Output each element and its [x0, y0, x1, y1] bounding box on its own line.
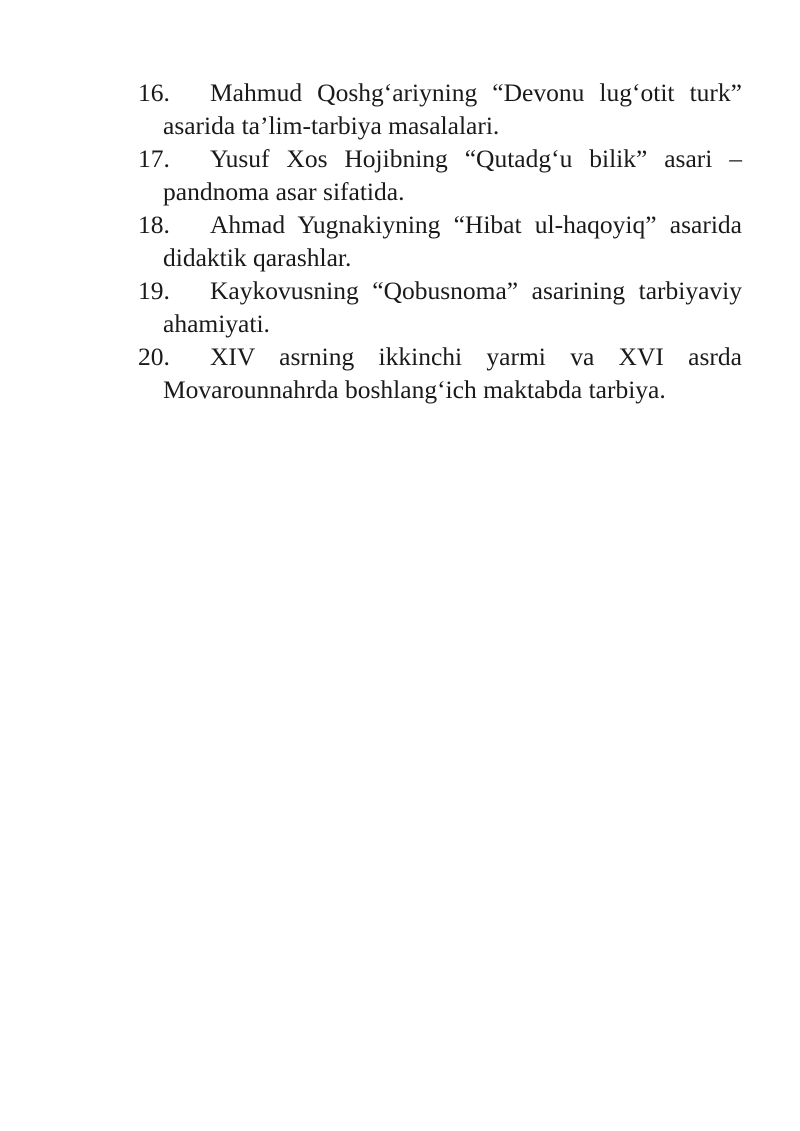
topic-list	[138, 76, 742, 406]
list-item	[138, 76, 742, 142]
list-item-text: Mahmud Qoshg‘ariyning “Devonu lug‘otit turk”	[210, 78, 742, 107]
list-item-first-line	[138, 274, 742, 307]
list-item	[138, 340, 742, 406]
list-item-number: 20.	[138, 342, 170, 371]
list-item-number: 19.	[138, 276, 170, 305]
list-item	[138, 142, 742, 208]
list-item-text: Ahmad Yugnakiyning “Hibat ul-haqoyiq” asarida	[210, 210, 742, 239]
list-item-text: XIV asrning ikkinchi yarmi va XVI asrda	[210, 342, 742, 371]
list-item-number: 17.	[138, 144, 170, 173]
list-item-number: 18.	[138, 210, 170, 239]
list-item-continuation: asarida ta’lim-tarbiya masalalari.	[163, 111, 500, 140]
list-item-continuation: ahamiyati.	[163, 309, 270, 338]
list-item-continuation: Movarounnahrda boshlang‘ich maktabda tarbiya.	[163, 375, 666, 404]
list-item	[138, 274, 742, 340]
list-item-text: Yusuf Xos Hojibning “Qutadg‘u bilik” asari –	[210, 144, 742, 173]
list-item-text: Kaykovusning “Qobusnoma” asarining tarbiyaviy	[210, 276, 742, 305]
list-item-first-line	[138, 208, 742, 241]
list-item	[138, 208, 742, 274]
list-item-continuation: pandnoma asar sifatida.	[163, 177, 405, 206]
list-item-first-line	[138, 340, 742, 373]
list-item-first-line	[138, 76, 742, 109]
list-item-first-line	[138, 142, 742, 175]
list-item-number: 16.	[138, 78, 170, 107]
list-item-continuation: didaktik qarashlar.	[163, 243, 352, 272]
